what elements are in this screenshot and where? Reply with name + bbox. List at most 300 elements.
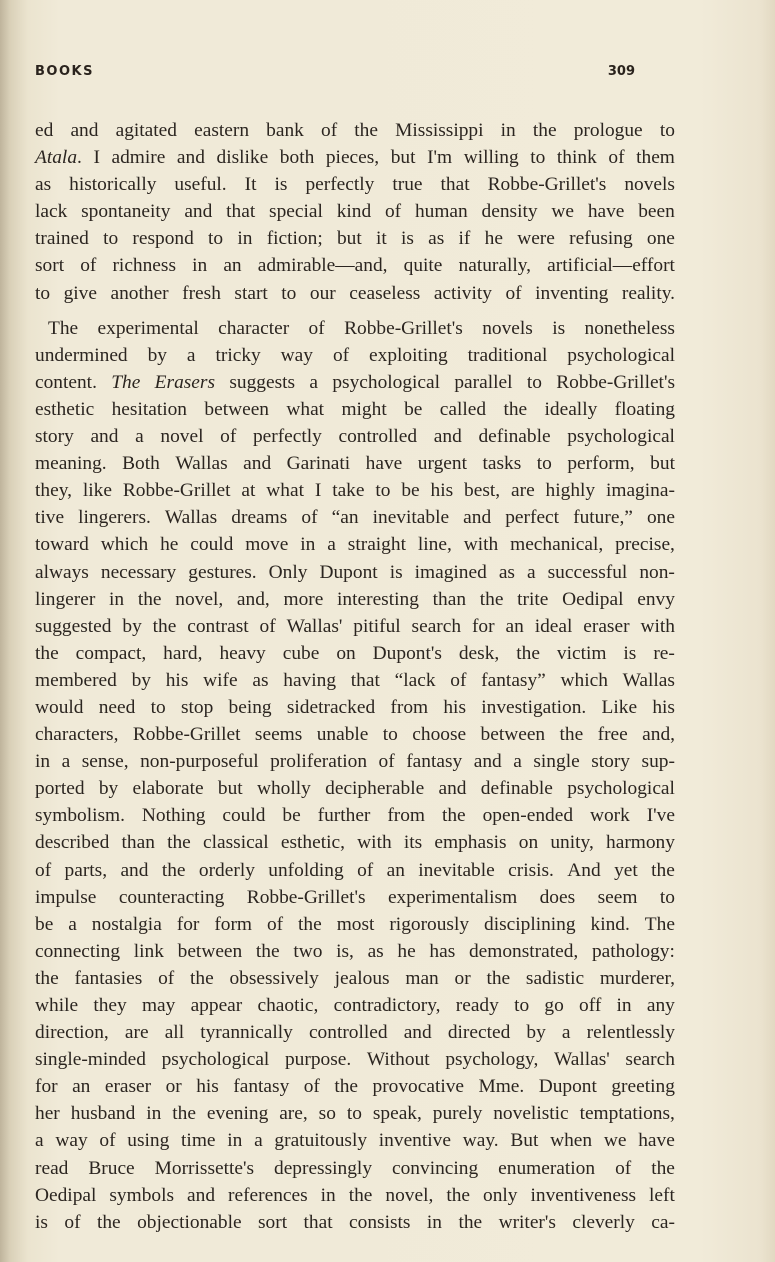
word: of	[80, 255, 97, 277]
word: husband	[70, 1103, 136, 1125]
text-line	[35, 1182, 675, 1209]
word: is	[274, 174, 288, 196]
text-line	[35, 504, 675, 531]
word: most	[336, 913, 375, 935]
word: in	[426, 1211, 442, 1233]
word: convincing	[392, 1157, 479, 1179]
word: Bruce	[88, 1157, 135, 1179]
word: non-	[639, 561, 675, 583]
word: richness	[112, 255, 177, 277]
word: ready	[455, 995, 499, 1016]
word: Erasers	[154, 371, 216, 393]
word: by	[98, 778, 119, 800]
word: floating	[614, 398, 675, 420]
word: And	[567, 859, 601, 881]
word: the	[458, 1211, 483, 1233]
text-line	[35, 694, 675, 721]
text-line	[35, 198, 675, 225]
word: as	[367, 940, 384, 962]
word: story	[35, 426, 74, 448]
word: Robbe-Grillet's	[344, 317, 463, 339]
word: urgent	[417, 453, 467, 475]
word: Mme.	[478, 1076, 525, 1098]
word: while	[35, 995, 79, 1016]
word: a	[527, 561, 536, 583]
word: in	[500, 120, 516, 141]
word: But	[510, 1130, 539, 1152]
text-line	[35, 171, 675, 198]
text-line	[35, 884, 675, 911]
word: eraser	[583, 615, 630, 637]
word: an	[505, 615, 524, 637]
word: dislike	[216, 147, 269, 169]
word: Dupont	[319, 561, 378, 583]
text-line	[35, 667, 675, 694]
word: for	[471, 615, 495, 637]
word: tive	[35, 507, 65, 529]
word: of	[608, 147, 625, 169]
word: link	[133, 940, 164, 962]
word: novels	[624, 174, 675, 196]
word: parts,	[64, 859, 108, 881]
word: work	[589, 805, 630, 827]
word: esthetic	[35, 398, 95, 420]
word: the	[441, 805, 466, 827]
word: free	[597, 724, 628, 746]
word: I	[314, 480, 322, 502]
word: has	[429, 940, 456, 962]
word: consists	[349, 1211, 411, 1233]
word: trite	[517, 588, 549, 610]
word: character	[218, 317, 290, 339]
word: yet	[614, 859, 638, 881]
text-line	[35, 1073, 675, 1100]
word: highly	[545, 480, 596, 502]
word: Robbe-Grillet's	[246, 886, 366, 908]
word: seems	[254, 724, 303, 746]
word: to	[281, 282, 297, 304]
word: search	[625, 1049, 675, 1071]
word: his	[430, 480, 454, 502]
word: be	[282, 805, 301, 827]
word: investigation.	[481, 696, 587, 718]
word: lingerer	[35, 588, 96, 610]
word: the	[559, 724, 584, 746]
text-line	[35, 992, 675, 1019]
word: respond	[132, 228, 194, 250]
word: membered	[35, 669, 117, 691]
word: definable	[478, 426, 551, 448]
word: symbols	[109, 1184, 175, 1206]
word: perform,	[567, 453, 635, 475]
word: interesting	[337, 588, 419, 610]
word: to	[35, 282, 51, 304]
word: Dupont	[538, 1076, 597, 1098]
word: depressingly	[274, 1157, 373, 1179]
word: on	[518, 832, 539, 854]
word: with	[463, 534, 499, 556]
word: The	[644, 913, 675, 935]
word: controlled	[308, 1022, 388, 1044]
word: precise,	[615, 534, 675, 556]
word: inventing	[535, 282, 609, 304]
word: of	[615, 1157, 632, 1179]
word: tyrannically	[200, 1022, 293, 1044]
word: the	[532, 120, 557, 141]
word: are	[124, 1022, 149, 1044]
word: he	[397, 940, 416, 962]
word: with	[357, 832, 392, 854]
word: the	[96, 1211, 121, 1233]
word: the	[503, 398, 528, 420]
word: using	[127, 1130, 170, 1152]
word: in	[227, 1130, 243, 1152]
word: Both	[122, 453, 160, 475]
word: of	[259, 615, 276, 637]
word: for	[35, 1076, 58, 1098]
word: density	[481, 201, 538, 223]
word: novel,	[385, 1184, 434, 1206]
word: parallel	[454, 371, 513, 393]
word: of	[64, 1211, 81, 1233]
word: its	[403, 832, 423, 854]
word: to	[150, 696, 166, 718]
word: of	[220, 426, 237, 448]
word: wholly	[256, 778, 311, 800]
word: his	[165, 669, 189, 691]
word: trained	[35, 228, 89, 250]
word: we	[551, 201, 574, 223]
word: and	[70, 120, 99, 141]
word: esthetic,	[280, 832, 345, 854]
word: writer's	[498, 1211, 556, 1233]
word: give	[63, 282, 97, 304]
word: the	[651, 1157, 675, 1179]
text-line	[35, 144, 675, 171]
word: the	[486, 967, 511, 989]
word: heavy	[219, 642, 266, 664]
word: to	[208, 228, 224, 250]
word: of	[384, 201, 402, 223]
word: start	[234, 282, 268, 304]
text-line	[35, 938, 675, 965]
word: future,”	[573, 507, 633, 529]
word: in	[616, 995, 632, 1016]
word: speak,	[372, 1103, 422, 1125]
word: non-purposeful	[140, 751, 259, 773]
word: activity	[433, 282, 492, 304]
word: reality.	[621, 282, 675, 304]
word: counteracting	[118, 886, 225, 908]
word: which	[100, 534, 149, 556]
word: successful	[547, 561, 628, 583]
word: another	[110, 282, 169, 304]
word: admire	[111, 147, 166, 169]
word: the	[152, 615, 177, 637]
word: mechanical,	[510, 534, 604, 556]
word: a	[254, 1130, 263, 1152]
text-line	[35, 423, 675, 450]
word: the	[354, 120, 378, 141]
word: psychological	[567, 426, 675, 448]
word: to	[530, 147, 546, 169]
word: I'm	[427, 147, 453, 169]
word: go	[544, 995, 564, 1016]
word: toward	[35, 534, 89, 556]
word: experimental	[97, 317, 199, 339]
text-line	[35, 342, 675, 369]
word: fantasy	[233, 1076, 290, 1098]
word: is	[552, 317, 566, 339]
word: that	[440, 174, 470, 196]
text-line	[35, 1046, 675, 1073]
word: elaborate	[132, 778, 204, 800]
word: novel,	[175, 588, 224, 610]
word: as	[35, 174, 52, 196]
word: be	[404, 398, 423, 420]
word: in	[109, 588, 125, 610]
word: and	[120, 859, 149, 881]
text-line	[35, 531, 675, 558]
word: It	[244, 174, 257, 196]
word: “an	[331, 507, 359, 529]
word: temptations,	[579, 1103, 675, 1125]
text-line	[35, 252, 675, 279]
word: a	[513, 751, 522, 773]
word: victim	[556, 642, 607, 664]
word: Oedipal	[562, 588, 624, 610]
word: perfectly	[305, 174, 375, 196]
word: admirable—and,	[257, 255, 388, 277]
word: crisis.	[508, 859, 554, 881]
word: to	[346, 1103, 362, 1125]
word: by	[122, 615, 142, 637]
word: true	[392, 174, 423, 196]
word: willing	[463, 147, 519, 169]
word: having	[283, 669, 337, 691]
word: ceaseless	[349, 282, 421, 304]
word: to	[526, 371, 542, 393]
word: her	[35, 1103, 60, 1125]
word: always	[35, 561, 89, 583]
word: of	[35, 859, 52, 881]
word: his	[443, 696, 466, 718]
word: pitiful	[353, 615, 401, 637]
word: fantasy”	[481, 669, 546, 691]
word: historically	[69, 174, 157, 196]
word: Oedipal	[35, 1184, 97, 1206]
word: quite	[403, 255, 443, 277]
word: and	[433, 426, 462, 448]
word: more	[283, 588, 324, 610]
word: decipherable	[325, 778, 425, 800]
word: is	[35, 1211, 48, 1233]
word: at	[241, 480, 256, 502]
word: Wallas	[175, 453, 228, 475]
word: connecting	[35, 940, 121, 962]
word: contradictory,	[333, 995, 441, 1016]
word: read	[35, 1157, 69, 1179]
text-line	[35, 369, 675, 396]
word: to	[382, 724, 398, 746]
word: both	[279, 147, 315, 169]
word: psychological	[161, 1049, 270, 1071]
word: are,	[279, 1103, 308, 1125]
word: purely	[432, 1103, 483, 1125]
word: as	[252, 669, 269, 691]
text-line	[35, 586, 675, 613]
word: Nothing	[141, 805, 206, 827]
word: ideal	[534, 615, 573, 637]
word: further	[317, 805, 371, 827]
text-line	[35, 613, 675, 640]
word: the	[172, 1103, 196, 1125]
word: imagina-	[605, 480, 675, 502]
word: were	[517, 228, 555, 250]
word: agitated	[115, 120, 177, 141]
word: appear	[190, 995, 243, 1016]
word: inevitable	[372, 507, 450, 529]
word: that	[303, 1211, 333, 1233]
word: and	[187, 1184, 216, 1206]
word: think	[556, 147, 597, 169]
word: chaotic,	[257, 995, 319, 1016]
running-head: BOOKS	[35, 64, 94, 79]
word: useful.	[174, 174, 227, 196]
word: tasks	[482, 453, 522, 475]
word: inevitable	[418, 859, 495, 881]
word: sidetracked	[286, 696, 376, 718]
text-line	[35, 315, 675, 342]
word: compact,	[75, 642, 147, 664]
word: “lack	[394, 669, 436, 691]
text-line	[35, 748, 675, 775]
word: off	[579, 995, 602, 1016]
word: dreams	[231, 507, 288, 529]
word: hard,	[163, 642, 203, 664]
word: take	[332, 480, 365, 502]
word: to	[536, 453, 552, 475]
word: line,	[417, 534, 452, 556]
word: than	[121, 832, 155, 854]
word: way	[55, 1130, 88, 1152]
word: relentlessly	[586, 1022, 675, 1044]
word: any	[646, 995, 675, 1016]
word: the	[167, 832, 191, 854]
word: like	[82, 480, 112, 502]
word: perfect	[505, 507, 560, 529]
word: definable	[480, 778, 553, 800]
word: when	[550, 1130, 593, 1152]
word: a	[561, 1022, 571, 1044]
word: a	[327, 534, 336, 556]
word: sort	[258, 1211, 288, 1233]
word: psychological	[567, 778, 675, 800]
text-line	[35, 117, 675, 144]
text-line	[35, 450, 675, 477]
word: fiction;	[266, 228, 323, 250]
word: objectionable	[137, 1211, 242, 1233]
word: they	[93, 995, 127, 1016]
word: in	[320, 1184, 336, 1206]
word: The	[111, 371, 141, 393]
word: special	[269, 201, 323, 223]
word: ed	[35, 120, 54, 141]
word: time	[181, 1130, 216, 1152]
word: Robbe-Grillet	[122, 480, 231, 502]
word: Robbe-Grillet's	[556, 371, 675, 393]
word: but	[336, 228, 362, 250]
word: refusing	[569, 228, 633, 250]
word: kind	[336, 201, 372, 223]
word: one	[646, 228, 675, 250]
word: sense,	[81, 751, 129, 773]
word: novelistic	[493, 1103, 569, 1125]
text-line	[35, 396, 675, 423]
word: is,	[336, 940, 354, 962]
word: pieces,	[325, 147, 380, 169]
word: in	[237, 228, 253, 250]
word: re-	[653, 642, 675, 664]
text-line	[35, 559, 675, 586]
word: the	[651, 859, 675, 881]
word: be	[401, 480, 420, 502]
word: controlled	[338, 426, 418, 448]
text-line	[35, 477, 675, 504]
word: proliferation	[270, 751, 368, 773]
text-line	[35, 775, 675, 802]
word: and,	[642, 724, 675, 746]
word: I	[93, 147, 100, 169]
word: of	[505, 282, 522, 304]
word: Morrissette's	[154, 1157, 255, 1179]
text-line	[35, 1019, 675, 1046]
word: experimentalism	[387, 886, 518, 908]
word: Without	[366, 1049, 430, 1071]
word: exploiting	[369, 344, 448, 366]
word: The	[48, 317, 79, 339]
word: have	[638, 1130, 675, 1152]
word: from	[390, 696, 429, 718]
word: between	[177, 940, 243, 962]
word: I've	[646, 805, 675, 827]
word: fresh	[182, 282, 221, 304]
word: the	[479, 588, 504, 610]
word: of	[450, 669, 467, 691]
word: perfectly	[252, 426, 322, 448]
word: it	[375, 228, 387, 250]
page-number: 309	[607, 64, 635, 79]
word: he	[160, 534, 179, 556]
word: be	[35, 913, 54, 935]
word: ported	[35, 778, 85, 800]
word: left	[649, 1184, 675, 1206]
word: purpose.	[284, 1049, 352, 1071]
word: inventiveness	[530, 1184, 637, 1206]
word: the	[255, 940, 280, 962]
word: the	[516, 642, 540, 664]
word: between	[204, 398, 269, 420]
word: lingerers.	[78, 507, 151, 529]
word: described	[35, 832, 110, 854]
word: would	[35, 696, 84, 718]
word: is	[623, 642, 637, 664]
word: in	[146, 1103, 162, 1125]
word: form	[214, 913, 253, 935]
word: choose	[412, 724, 467, 746]
word: classical	[203, 832, 269, 854]
word: a	[35, 1130, 44, 1152]
